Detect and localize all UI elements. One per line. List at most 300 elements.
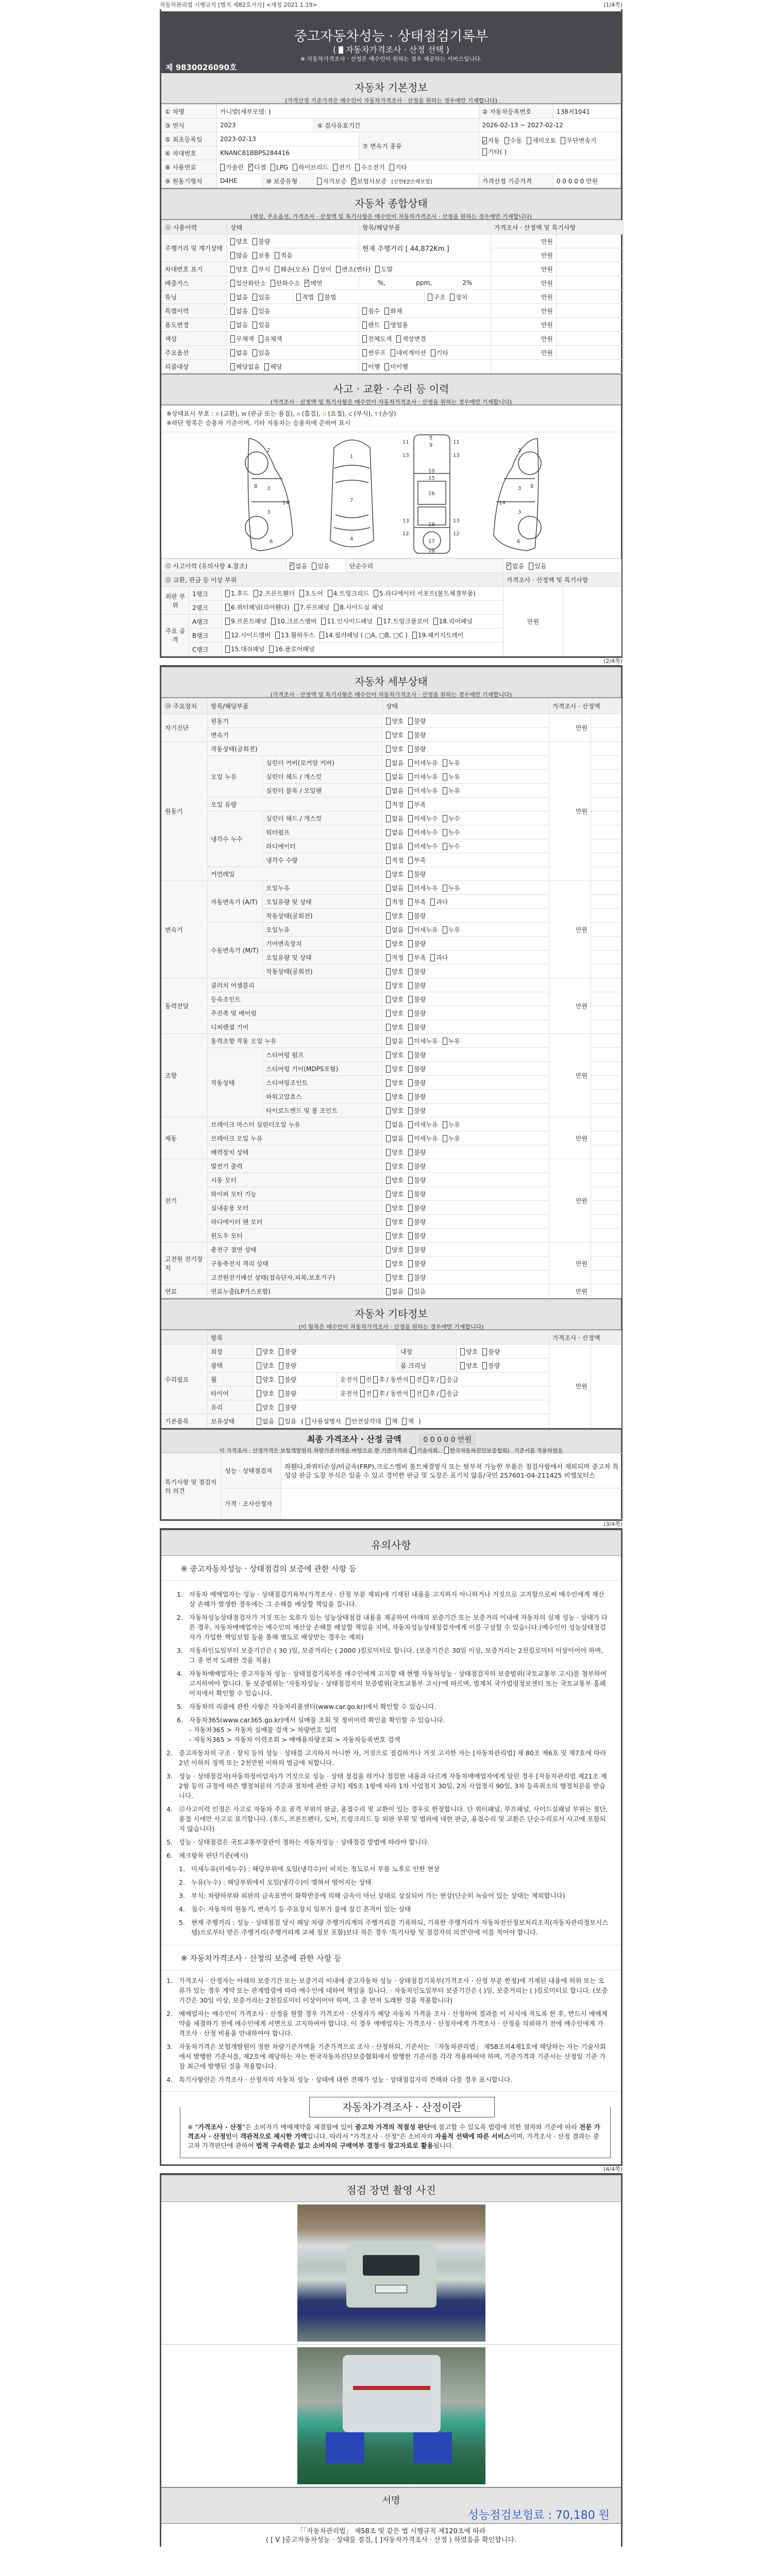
checkbox-icon[interactable] — [386, 1121, 391, 1128]
checkbox-icon[interactable] — [355, 164, 360, 171]
price-note[interactable] — [591, 714, 621, 728]
checkbox-icon[interactable] — [279, 1348, 283, 1355]
checkbox-option[interactable] — [386, 814, 404, 823]
checkbox-option[interactable] — [408, 828, 438, 837]
price-note[interactable] — [557, 346, 624, 360]
checkbox-option[interactable] — [225, 645, 264, 654]
checkbox-option[interactable] — [290, 562, 307, 570]
checkbox-option[interactable] — [253, 293, 270, 301]
checkbox-icon[interactable] — [320, 632, 324, 639]
checkbox-option[interactable] — [408, 1078, 426, 1087]
checkbox-icon[interactable] — [408, 801, 413, 808]
checkbox-option[interactable] — [299, 589, 323, 598]
checkbox-icon[interactable] — [386, 843, 391, 850]
checkbox-option[interactable] — [386, 1134, 404, 1143]
checkbox-option[interactable] — [430, 897, 448, 906]
checkbox-icon[interactable] — [408, 1246, 413, 1253]
checkbox-icon[interactable] — [408, 1163, 413, 1170]
checkbox-option[interactable] — [386, 1190, 404, 1198]
checkbox-icon[interactable] — [430, 899, 435, 906]
checkbox-option[interactable] — [386, 1078, 404, 1087]
checkbox-option[interactable] — [460, 1347, 478, 1356]
checkbox-icon[interactable] — [441, 1376, 445, 1383]
checkbox-option[interactable] — [271, 279, 300, 287]
checkbox-icon[interactable] — [253, 349, 257, 357]
checkbox-icon[interactable] — [408, 1024, 413, 1031]
price-note[interactable] — [591, 992, 621, 1006]
checkbox-icon[interactable] — [328, 590, 332, 597]
price-note[interactable] — [591, 770, 621, 784]
checkbox-option[interactable] — [386, 1162, 404, 1171]
checkbox-option[interactable] — [408, 1162, 426, 1171]
checkbox-option[interactable] — [386, 786, 404, 795]
checkbox-option[interactable] — [294, 603, 330, 612]
checkbox-icon[interactable] — [386, 829, 391, 836]
checkbox-icon[interactable] — [408, 1121, 413, 1128]
checkbox-icon[interactable] — [386, 815, 391, 822]
checkbox-icon[interactable] — [443, 843, 447, 850]
price-note[interactable] — [591, 1145, 621, 1159]
checkbox-icon[interactable] — [386, 1038, 391, 1045]
checkbox-icon[interactable] — [408, 815, 413, 822]
checkbox-icon[interactable] — [408, 912, 413, 920]
checkbox-option[interactable] — [334, 603, 383, 612]
price-note[interactable] — [557, 318, 624, 332]
checkbox-option[interactable] — [386, 967, 404, 976]
checkbox-option[interactable] — [386, 925, 404, 934]
checkbox-option[interactable] — [412, 631, 464, 640]
price-note[interactable] — [591, 853, 621, 867]
price-note[interactable] — [591, 798, 621, 811]
checkbox-option[interactable] — [408, 925, 438, 934]
checkbox-icon[interactable] — [257, 1390, 261, 1397]
checkbox-icon[interactable] — [386, 732, 391, 739]
checkbox-option[interactable] — [443, 786, 460, 795]
checkbox-option[interactable] — [386, 981, 404, 990]
checkbox-icon[interactable] — [374, 590, 378, 597]
checkbox-option[interactable] — [408, 1037, 438, 1045]
checkbox-option[interactable] — [408, 800, 426, 809]
checkbox-option[interactable] — [441, 1376, 458, 1383]
checkbox-icon[interactable] — [321, 618, 326, 625]
checkbox-option[interactable] — [386, 1106, 404, 1115]
checkbox-icon[interactable] — [386, 996, 391, 1003]
checkbox-icon[interactable] — [386, 982, 391, 989]
checkbox-icon[interactable] — [408, 940, 413, 947]
checked-checkbox-icon[interactable] — [507, 563, 511, 570]
checkbox-option[interactable] — [377, 617, 429, 626]
checkbox-option[interactable] — [312, 562, 329, 570]
checkbox-option[interactable] — [230, 307, 248, 315]
checkbox-option[interactable] — [410, 1390, 422, 1397]
checkbox-option[interactable] — [408, 856, 426, 865]
price-note[interactable] — [591, 867, 621, 881]
checkbox-icon[interactable] — [230, 349, 235, 357]
checkbox-icon[interactable] — [441, 1390, 445, 1397]
checkbox-icon[interactable] — [279, 1362, 283, 1369]
checkbox-option[interactable] — [230, 279, 266, 287]
checkbox-option[interactable] — [305, 279, 322, 287]
checkbox-icon[interactable] — [561, 137, 565, 144]
checkbox-option[interactable] — [386, 842, 404, 851]
checkbox-icon[interactable] — [279, 1376, 283, 1383]
checkbox-option[interactable] — [408, 1106, 426, 1115]
price-note[interactable] — [591, 1062, 621, 1076]
checkbox-icon[interactable] — [408, 926, 413, 934]
checkbox-icon[interactable] — [443, 1121, 447, 1128]
checkbox-option[interactable] — [390, 163, 407, 172]
checkbox-option[interactable] — [408, 1009, 426, 1018]
checkbox-icon[interactable] — [386, 1163, 391, 1170]
checkbox-icon[interactable] — [230, 294, 235, 301]
price-note[interactable] — [591, 978, 621, 992]
checkbox-icon[interactable] — [408, 899, 413, 906]
checkbox-icon[interactable] — [482, 148, 487, 156]
checkbox-option[interactable] — [386, 744, 404, 753]
checkbox-option[interactable] — [411, 1447, 440, 1454]
checkbox-option[interactable] — [460, 1361, 478, 1370]
checked-checkbox-icon[interactable] — [482, 137, 487, 144]
checkbox-option[interactable] — [408, 1092, 426, 1101]
checkbox-option[interactable] — [264, 362, 282, 371]
checked-checkbox-icon[interactable] — [351, 178, 356, 185]
checkbox-option[interactable] — [360, 1390, 372, 1397]
checkbox-icon[interactable] — [527, 137, 531, 144]
checkbox-icon[interactable] — [408, 1065, 413, 1073]
checkbox-icon[interactable] — [271, 164, 275, 171]
checkbox-option[interactable] — [408, 911, 426, 920]
checkbox-option[interactable] — [257, 1347, 274, 1356]
checkbox-icon[interactable] — [408, 982, 413, 989]
checkbox-icon[interactable] — [443, 829, 447, 836]
checkbox-option[interactable] — [428, 293, 445, 301]
checkbox-option[interactable] — [386, 1417, 398, 1426]
checkbox-icon[interactable] — [230, 308, 235, 315]
price-note[interactable] — [591, 784, 621, 798]
checkbox-icon[interactable] — [408, 843, 413, 850]
checkbox-icon[interactable] — [386, 1177, 391, 1184]
checkbox-option[interactable] — [443, 772, 460, 781]
checkbox-icon[interactable] — [230, 280, 235, 287]
checkbox-option[interactable] — [443, 1134, 460, 1143]
checkbox-icon[interactable] — [386, 759, 391, 767]
checkbox-option[interactable] — [336, 265, 371, 274]
checkbox-icon[interactable] — [408, 996, 413, 1003]
checkbox-icon[interactable] — [275, 266, 279, 273]
checkbox-icon[interactable] — [443, 885, 447, 892]
checkbox-icon[interactable] — [384, 363, 389, 370]
checkbox-icon[interactable] — [225, 646, 230, 653]
checkbox-option[interactable] — [443, 884, 460, 892]
checkbox-option[interactable] — [253, 265, 270, 274]
checkbox-option[interactable] — [386, 1259, 404, 1268]
checkbox-option[interactable] — [386, 828, 404, 837]
price-note[interactable] — [591, 895, 621, 909]
checkbox-option[interactable] — [230, 251, 248, 260]
checkbox-option[interactable] — [374, 589, 476, 598]
checkbox-icon[interactable] — [430, 954, 435, 961]
checkbox-icon[interactable] — [386, 885, 391, 892]
checkbox-option[interactable] — [386, 1023, 404, 1031]
checkbox-option[interactable] — [482, 135, 500, 146]
checkbox-icon[interactable] — [257, 1376, 261, 1383]
checkbox-icon[interactable] — [306, 1418, 310, 1425]
price-note[interactable] — [591, 1117, 621, 1131]
checkbox-option[interactable] — [443, 925, 460, 934]
checkbox-icon[interactable] — [318, 294, 323, 301]
checkbox-icon[interactable] — [317, 178, 322, 185]
checkbox-option[interactable] — [507, 562, 524, 570]
checkbox-icon[interactable] — [373, 1390, 378, 1397]
price-note[interactable] — [591, 1131, 621, 1145]
checkbox-option[interactable] — [408, 1259, 426, 1268]
checkbox-option[interactable] — [230, 362, 260, 371]
checkbox-option[interactable] — [293, 163, 328, 172]
checkbox-icon[interactable] — [408, 1093, 413, 1100]
checkbox-icon[interactable] — [386, 1052, 391, 1059]
checkbox-option[interactable] — [408, 884, 438, 892]
checkbox-icon[interactable] — [279, 1418, 283, 1425]
checkbox-option[interactable] — [444, 1447, 510, 1454]
checkbox-option[interactable] — [257, 1389, 274, 1398]
checkbox-icon[interactable] — [412, 632, 417, 639]
checkbox-icon[interactable] — [254, 590, 258, 597]
checkbox-icon[interactable] — [424, 1376, 428, 1383]
checkbox-icon[interactable] — [402, 1418, 407, 1425]
checkbox-option[interactable] — [482, 1347, 500, 1356]
checkbox-icon[interactable] — [386, 899, 391, 906]
price-note[interactable] — [591, 811, 621, 825]
checkbox-option[interactable] — [384, 320, 408, 329]
checkbox-option[interactable] — [408, 814, 438, 823]
checkbox-icon[interactable] — [391, 349, 395, 357]
checkbox-icon[interactable] — [293, 164, 297, 171]
checkbox-icon[interactable] — [384, 308, 389, 315]
price-note[interactable] — [591, 1076, 621, 1090]
checkbox-option[interactable] — [529, 562, 546, 570]
checkbox-icon[interactable] — [529, 563, 533, 570]
price-note[interactable] — [557, 248, 624, 262]
checkbox-option[interactable] — [408, 786, 438, 795]
checkbox-option[interactable] — [386, 1050, 404, 1059]
checked-checkbox-icon[interactable] — [248, 164, 253, 171]
checkbox-icon[interactable] — [257, 1418, 261, 1425]
checkbox-option[interactable] — [443, 814, 460, 823]
checkbox-option[interactable] — [424, 1390, 435, 1397]
price-note[interactable] — [591, 1104, 621, 1117]
checkbox-icon[interactable] — [408, 1135, 413, 1142]
checkbox-option[interactable] — [386, 870, 404, 878]
checkbox-icon[interactable] — [225, 632, 230, 639]
checkbox-icon[interactable] — [482, 1348, 487, 1355]
checkbox-option[interactable] — [408, 842, 438, 851]
checkbox-option[interactable] — [271, 617, 316, 626]
checkbox-option[interactable] — [306, 1417, 341, 1426]
checkbox-option[interactable] — [408, 1287, 426, 1296]
checkbox-icon[interactable] — [386, 1149, 391, 1156]
checkbox-option[interactable] — [362, 320, 380, 329]
checkbox-option[interactable] — [408, 744, 426, 753]
checkbox-icon[interactable] — [386, 912, 391, 920]
checkbox-icon[interactable] — [275, 632, 280, 639]
checkbox-option[interactable] — [386, 758, 404, 767]
checkbox-option[interactable] — [257, 1375, 274, 1384]
checkbox-option[interactable] — [505, 135, 522, 146]
price-note[interactable] — [563, 587, 621, 656]
checkbox-icon[interactable] — [230, 335, 235, 343]
checkbox-option[interactable] — [386, 800, 404, 809]
checkbox-icon[interactable] — [444, 1447, 449, 1454]
checkbox-option[interactable] — [362, 307, 380, 315]
price-note[interactable] — [591, 1048, 621, 1062]
checkbox-option[interactable] — [375, 265, 393, 274]
checkbox-icon[interactable] — [408, 1079, 413, 1087]
checkbox-icon[interactable] — [296, 294, 301, 301]
checkbox-option[interactable] — [430, 953, 448, 962]
checkbox-icon[interactable] — [253, 321, 257, 329]
checkbox-option[interactable] — [271, 164, 288, 171]
checkbox-icon[interactable] — [253, 266, 257, 273]
checkbox-icon[interactable] — [230, 321, 235, 329]
checkbox-option[interactable] — [279, 1375, 296, 1384]
checkbox-icon[interactable] — [269, 646, 274, 653]
checkbox-icon[interactable] — [386, 926, 391, 934]
checkbox-option[interactable] — [443, 828, 460, 837]
checkbox-icon[interactable] — [408, 1107, 413, 1114]
checkbox-option[interactable] — [408, 995, 426, 1004]
checkbox-option[interactable] — [279, 1403, 296, 1412]
checkbox-option[interactable] — [408, 870, 426, 878]
checkbox-icon[interactable] — [271, 280, 275, 287]
checkbox-option[interactable] — [321, 617, 373, 626]
checkbox-icon[interactable] — [386, 871, 391, 878]
checkbox-icon[interactable] — [408, 1205, 413, 1212]
checkbox-icon[interactable] — [253, 308, 257, 315]
checkbox-option[interactable] — [279, 1361, 296, 1370]
checkbox-option[interactable] — [384, 362, 408, 371]
checkbox-icon[interactable] — [505, 137, 509, 144]
checkbox-option[interactable] — [279, 1347, 296, 1356]
checkbox-option[interactable] — [408, 717, 426, 725]
price-note[interactable] — [591, 825, 621, 839]
checkbox-icon[interactable] — [408, 773, 413, 781]
checkbox-option[interactable] — [220, 163, 244, 172]
checkbox-icon[interactable] — [386, 801, 391, 808]
checkbox-option[interactable] — [318, 293, 336, 301]
checkbox-icon[interactable] — [386, 857, 391, 864]
checkbox-icon[interactable] — [386, 1274, 391, 1281]
checked-checkbox-icon[interactable] — [290, 563, 294, 570]
checkbox-icon[interactable] — [279, 1404, 283, 1411]
checkbox-option[interactable] — [386, 1176, 404, 1184]
checkbox-icon[interactable] — [408, 1191, 413, 1198]
checkbox-option[interactable] — [408, 772, 438, 781]
checkbox-icon[interactable] — [443, 773, 447, 781]
checkbox-icon[interactable] — [312, 563, 316, 570]
checkbox-icon[interactable] — [334, 604, 339, 611]
checkbox-option[interactable] — [317, 177, 346, 185]
checkbox-icon[interactable] — [460, 1362, 465, 1369]
checkbox-option[interactable] — [408, 1176, 426, 1184]
price-note[interactable] — [591, 1243, 621, 1257]
price-note[interactable] — [591, 964, 621, 978]
checkbox-icon[interactable] — [257, 1404, 261, 1411]
checkbox-option[interactable] — [253, 348, 270, 357]
checkbox-option[interactable] — [408, 1273, 426, 1282]
price-note[interactable] — [591, 1020, 621, 1034]
price-note[interactable] — [591, 1229, 621, 1243]
checkbox-icon[interactable] — [373, 1376, 378, 1383]
checkbox-icon[interactable] — [225, 618, 230, 625]
checkbox-option[interactable] — [482, 1361, 500, 1370]
checkbox-option[interactable] — [257, 1417, 274, 1426]
checkbox-icon[interactable] — [408, 718, 413, 725]
checkbox-icon[interactable] — [386, 787, 391, 794]
checkbox-icon[interactable] — [450, 294, 455, 301]
price-note[interactable] — [591, 1159, 621, 1173]
checkbox-option[interactable] — [225, 589, 249, 598]
price-note[interactable] — [591, 1201, 621, 1215]
checkbox-icon[interactable] — [386, 1010, 391, 1017]
checkbox-icon[interactable] — [230, 238, 235, 245]
checkbox-icon[interactable] — [386, 773, 391, 781]
checkbox-option[interactable] — [386, 1287, 404, 1296]
checkbox-option[interactable] — [482, 146, 507, 158]
checkbox-option[interactable] — [230, 265, 248, 274]
checkbox-icon[interactable] — [257, 1362, 261, 1369]
price-note[interactable] — [591, 937, 621, 951]
checkbox-option[interactable] — [279, 1417, 296, 1426]
checkbox-icon[interactable] — [220, 164, 225, 171]
checkbox-icon[interactable] — [294, 604, 299, 611]
checked-checkbox-icon[interactable] — [305, 280, 309, 287]
checkbox-icon[interactable] — [408, 871, 413, 878]
price-note[interactable] — [557, 276, 624, 290]
checkbox-option[interactable] — [386, 1231, 404, 1240]
checkbox-icon[interactable] — [443, 759, 447, 767]
price-note[interactable] — [557, 332, 624, 346]
checkbox-icon[interactable] — [408, 1232, 413, 1240]
checkbox-option[interactable] — [408, 1120, 438, 1129]
checkbox-icon[interactable] — [386, 968, 391, 975]
checkbox-icon[interactable] — [230, 252, 235, 259]
checkbox-icon[interactable] — [408, 1052, 413, 1059]
checkbox-option[interactable] — [443, 842, 460, 851]
checkbox-option[interactable] — [408, 731, 426, 739]
checkbox-icon[interactable] — [428, 294, 432, 301]
checkbox-option[interactable] — [391, 348, 426, 357]
checkbox-option[interactable] — [269, 645, 314, 654]
checkbox-icon[interactable] — [386, 1288, 391, 1295]
checkbox-option[interactable] — [230, 348, 248, 357]
price-note[interactable] — [591, 1187, 621, 1201]
checkbox-icon[interactable] — [386, 1260, 391, 1267]
checkbox-option[interactable] — [386, 1092, 404, 1101]
price-note[interactable] — [591, 881, 621, 895]
checkbox-option[interactable] — [230, 293, 248, 301]
checkbox-option[interactable] — [410, 1376, 422, 1383]
checkbox-icon[interactable] — [362, 335, 367, 343]
checkbox-option[interactable] — [275, 265, 309, 274]
checkbox-icon[interactable] — [314, 266, 318, 273]
checkbox-option[interactable] — [408, 1148, 426, 1157]
checkbox-option[interactable] — [527, 135, 556, 146]
checkbox-icon[interactable] — [253, 252, 257, 259]
price-note[interactable] — [591, 1173, 621, 1187]
checkbox-option[interactable] — [402, 1417, 414, 1426]
checkbox-icon[interactable] — [431, 349, 435, 357]
checkbox-option[interactable] — [408, 758, 438, 767]
